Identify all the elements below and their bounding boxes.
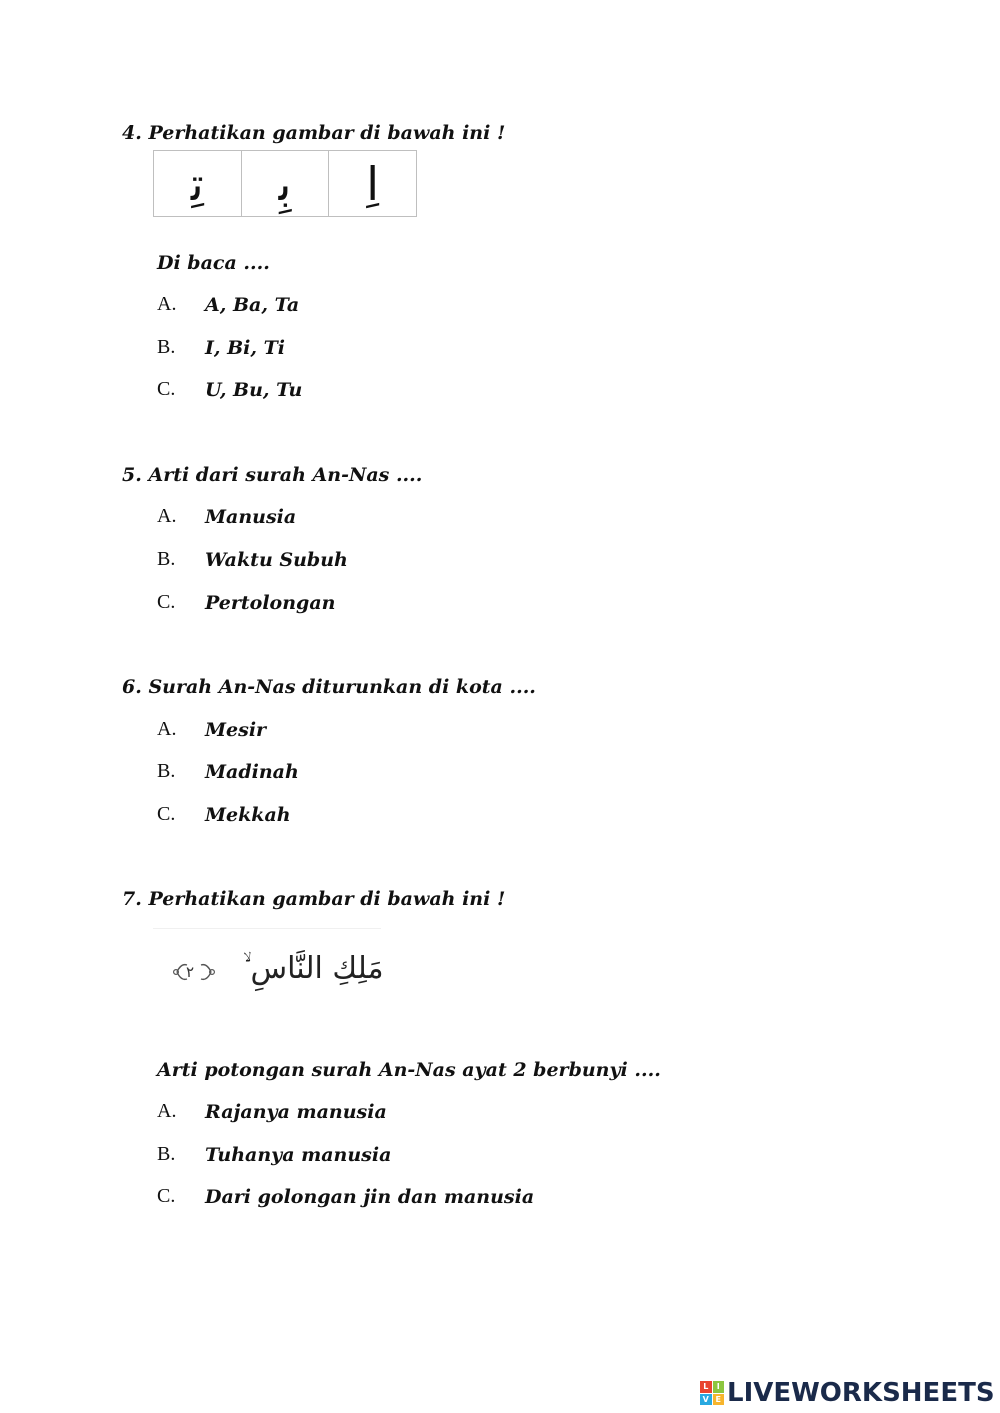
q5-option-c-letter: C. [157, 591, 176, 613]
q4-option-a-letter: A. [157, 293, 177, 315]
hijaiyah-letters-image [153, 150, 417, 217]
q5-option-a-letter: A. [157, 505, 177, 527]
q6-option-b[interactable]: Madinah [205, 761, 299, 783]
q4-option-b[interactable]: I, Bi, Ti [205, 337, 285, 359]
q6-option-a[interactable]: Mesir [205, 719, 267, 741]
q5-option-a[interactable]: Manusia [205, 506, 297, 528]
verse-image [153, 928, 384, 1009]
letter-bi: ﺑِ [242, 151, 330, 216]
q6-option-b-letter: B. [157, 760, 176, 782]
question-5-title: 5. Arti dari surah An-Nas .... [122, 464, 423, 486]
verse-text: مَلِكِ النَّاسِ ۙ [243, 951, 384, 986]
q4-option-c[interactable]: U, Bu, Tu [205, 379, 303, 401]
q7-option-a-letter: A. [157, 1100, 177, 1122]
question-4-prompt: Di baca .... [157, 252, 270, 274]
letter-ti: ﺗِ [154, 151, 242, 216]
logo-text: LIVEWORKSHEETS [727, 1378, 995, 1408]
q4-option-b-letter: B. [157, 336, 176, 358]
q6-option-c[interactable]: Mekkah [205, 804, 291, 826]
q7-option-b-letter: B. [157, 1143, 176, 1165]
q5-option-c[interactable]: Pertolongan [205, 592, 336, 614]
q6-option-a-letter: A. [157, 718, 177, 740]
logo-badge-icon: L I V E [700, 1381, 724, 1405]
q4-option-a[interactable]: A, Ba, Ta [205, 294, 300, 316]
question-7-title: 7. Perhatikan gambar di bawah ini ! [122, 888, 506, 910]
q5-option-b[interactable]: Waktu Subuh [205, 549, 348, 571]
question-7-prompt: Arti potongan surah An-Nas ayat 2 berbunyi .... [157, 1059, 661, 1081]
question-4-title: 4. Perhatikan gambar di bawah ini ! [122, 122, 506, 144]
q5-option-b-letter: B. [157, 548, 176, 570]
letter-i: اِ [366, 156, 380, 211]
q7-option-a[interactable]: Rajanya manusia [205, 1101, 387, 1123]
q7-option-b[interactable]: Tuhanya manusia [205, 1144, 392, 1166]
verse-number: ٢ [186, 963, 195, 981]
question-6-title: 6. Surah An-Nas diturunkan di kota .... [122, 676, 536, 698]
q4-option-c-letter: C. [157, 378, 176, 400]
liveworksheets-logo [700, 1378, 995, 1408]
q7-option-c-letter: C. [157, 1185, 176, 1207]
q7-option-c[interactable]: Dari golongan jin dan manusia [205, 1186, 535, 1208]
q6-option-c-letter: C. [157, 803, 176, 825]
